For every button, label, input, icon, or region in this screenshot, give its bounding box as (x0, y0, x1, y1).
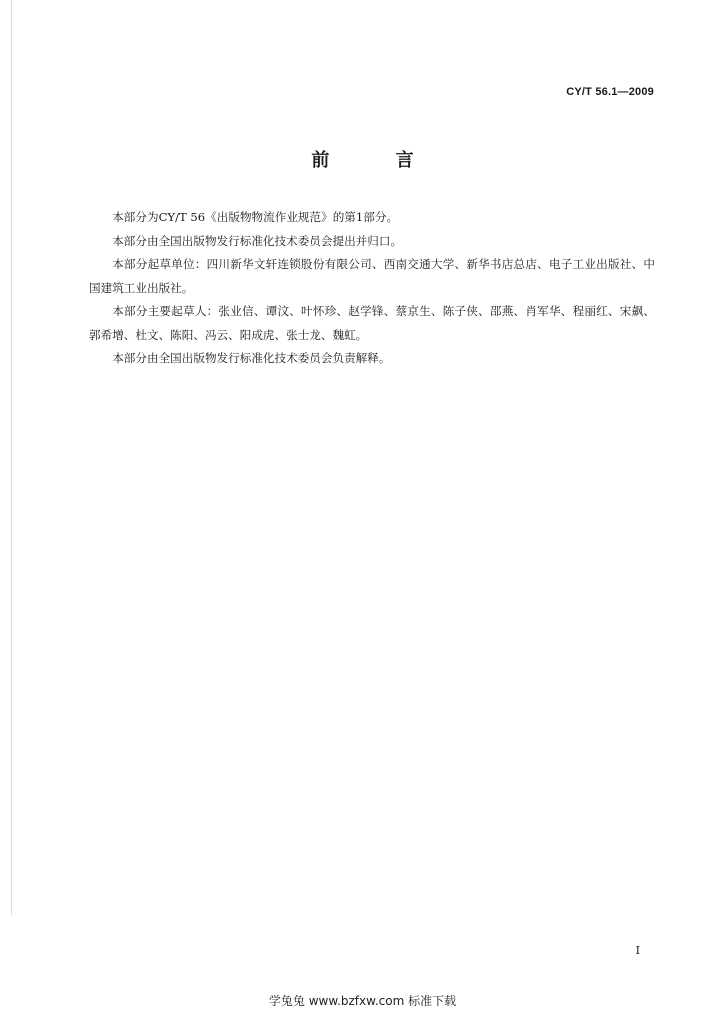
page-title: 前 言 (311, 150, 444, 171)
paragraph-scope: 本部分为CY/T 56《出版物物流作业规范》的第1部分。 (112, 210, 399, 224)
paragraph-proposer: 本部分由全国出版物发行标准化技术委员会提出并归口。 (112, 233, 403, 248)
scan-edge-line (11, 0, 12, 915)
foreword-body (89, 206, 655, 371)
footer-watermark: 学兔兔 www.bzfxw.com 标准下载 (268, 994, 457, 1008)
page-number: I (635, 944, 640, 957)
paragraph-drafters: 本部分主要起草人：张业信、谭汶、叶怀珍、赵学锋、蔡京生、陈子侠、邵燕、肖军华、程丽红、宋飙、郭希增、杜文、陈阳、冯云、阳成虎、张士龙、魏虹。 (89, 304, 655, 342)
standard-code: CY/T 56.1—2009 (566, 86, 654, 98)
paragraph-drafting-units: 本部分起草单位：四川新华文轩连锁股份有限公司、西南交通大学、新华书店总店、电子工业出版社、中国建筑工业出版社。 (89, 257, 655, 295)
paragraph-interpretation: 本部分由全国出版物发行标准化技术委员会负责解释。 (112, 351, 391, 365)
